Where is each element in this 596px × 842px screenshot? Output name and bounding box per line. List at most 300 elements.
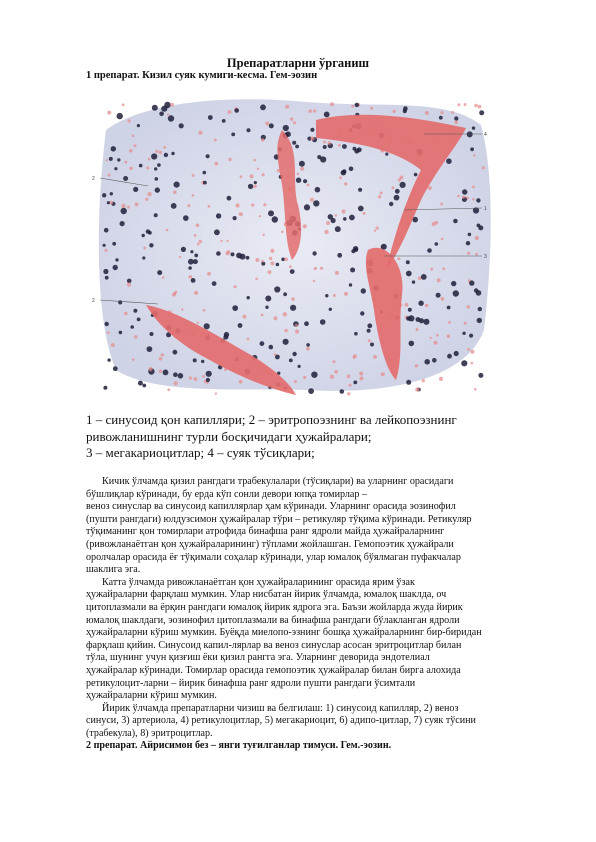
erythrocyte	[214, 139, 217, 142]
cell-nucleus	[353, 381, 357, 385]
cell-nucleus	[479, 110, 484, 115]
figure-label-4: 4	[484, 132, 487, 138]
erythrocyte	[253, 159, 256, 162]
erythrocyte	[134, 144, 137, 147]
erythrocyte	[220, 240, 222, 242]
text-line: шаклига эга.	[86, 564, 141, 576]
erythrocyte	[236, 203, 240, 207]
cell-nucleus	[389, 202, 393, 206]
erythrocyte	[467, 252, 470, 255]
cell-nucleus	[216, 251, 221, 256]
erythrocyte	[167, 114, 169, 116]
cell-nucleus	[354, 149, 359, 154]
erythrocyte	[434, 221, 438, 225]
erythrocyte	[334, 370, 338, 374]
cell-nucleus	[419, 318, 424, 323]
cell-nucleus	[306, 343, 310, 347]
cell-nucleus	[260, 104, 266, 110]
erythrocyte	[303, 224, 307, 228]
cell-nucleus	[313, 200, 319, 206]
cell-nucleus	[214, 229, 220, 235]
erythrocyte	[124, 312, 128, 316]
cell-nucleus	[103, 244, 106, 247]
erythrocyte	[333, 360, 336, 363]
text-line: тўла, шунинг учун қизғиш ёки қизил рангга эга. Уларнинг деворида эндотелиал	[86, 652, 430, 664]
erythrocyte	[415, 364, 418, 367]
cell-nucleus	[340, 389, 345, 394]
erythrocyte	[398, 178, 401, 181]
erythrocyte	[161, 353, 164, 356]
cell-nucleus	[403, 106, 408, 111]
erythrocyte	[111, 343, 115, 347]
cell-nucleus	[406, 380, 411, 385]
cell-nucleus	[370, 343, 374, 347]
erythrocyte	[437, 278, 441, 282]
erythrocyte	[270, 249, 274, 253]
erythrocyte	[306, 347, 310, 351]
cell-nucleus	[454, 351, 459, 356]
erythrocyte	[129, 149, 133, 153]
erythrocyte	[470, 350, 474, 354]
cell-nucleus	[206, 378, 210, 382]
erythrocyte	[247, 338, 250, 341]
erythrocyte	[293, 121, 296, 124]
cell-nucleus	[292, 141, 296, 145]
erythrocyte	[192, 194, 195, 197]
erythrocyte	[159, 357, 163, 361]
erythrocyte	[249, 174, 253, 178]
erythrocyte	[397, 257, 400, 260]
cell-nucleus	[206, 371, 212, 377]
erythrocyte	[335, 214, 338, 217]
erythrocyte	[472, 198, 475, 201]
erythrocyte	[170, 103, 174, 107]
erythrocyte	[415, 387, 419, 391]
erythrocyte	[174, 381, 178, 385]
erythrocyte	[199, 240, 202, 243]
cell-nucleus	[354, 248, 358, 252]
cell-nucleus	[164, 153, 168, 157]
cell-nucleus	[312, 251, 316, 255]
erythrocyte	[464, 103, 467, 106]
cell-nucleus	[188, 266, 192, 270]
cell-nucleus	[168, 115, 174, 121]
erythrocyte	[307, 184, 310, 187]
erythrocyte	[239, 212, 243, 216]
erythrocyte	[442, 267, 445, 270]
cell-nucleus	[181, 247, 186, 252]
erythrocyte	[199, 131, 203, 135]
cell-nucleus	[157, 270, 162, 275]
cell-nucleus	[453, 219, 458, 224]
cell-nucleus	[355, 103, 359, 107]
erythrocyte	[179, 256, 181, 258]
erythrocyte	[284, 257, 288, 261]
histology-figure	[86, 90, 498, 402]
cell-nucleus	[350, 268, 355, 273]
cell-nucleus	[432, 358, 437, 363]
erythrocyte	[295, 329, 299, 333]
cell-nucleus	[414, 173, 418, 177]
cell-nucleus	[137, 124, 140, 127]
caption-line: 3 – мегакариоцитлар; 4 – суяк тўсиқлари;	[86, 445, 315, 460]
cell-nucleus	[117, 158, 120, 161]
cell-nucleus	[408, 308, 412, 312]
cell-nucleus	[436, 293, 441, 298]
erythrocyte	[342, 209, 346, 213]
erythrocyte	[330, 102, 334, 106]
erythrocyte	[281, 231, 284, 234]
cell-nucleus	[272, 216, 278, 222]
cell-nucleus	[466, 241, 470, 245]
erythrocyte	[440, 203, 443, 206]
erythrocyte	[339, 176, 342, 179]
cell-nucleus	[268, 210, 274, 216]
cell-nucleus	[183, 215, 189, 221]
erythrocyte	[475, 236, 479, 240]
cell-nucleus	[133, 309, 137, 313]
erythrocyte	[173, 292, 176, 295]
erythrocyte	[263, 203, 266, 206]
cell-nucleus	[117, 113, 123, 119]
cell-nucleus	[462, 189, 467, 194]
cell-nucleus	[406, 271, 412, 277]
cell-nucleus	[105, 322, 109, 326]
cell-nucleus	[400, 182, 406, 188]
erythrocyte	[311, 137, 315, 141]
preparation-subtitle: 1 препарат. Кизил суяк кумиги-кесма. Гем-эозин	[86, 70, 318, 81]
cell-nucleus	[418, 301, 423, 306]
erythrocyte	[181, 308, 183, 310]
cell-nucleus	[451, 281, 456, 286]
erythrocyte	[425, 304, 429, 308]
erythrocyte	[368, 339, 371, 342]
text-line: ҳужайраларни кўриш мумкин. Буёқда миелопо-эзнинг бошқа ҳужайраларнинг бир-биридан	[86, 627, 482, 639]
cell-nucleus	[107, 201, 110, 204]
erythrocyte	[273, 316, 277, 320]
erythrocyte	[328, 141, 332, 145]
cell-nucleus	[139, 164, 143, 168]
erythrocyte	[121, 204, 125, 208]
erythrocyte	[447, 335, 450, 338]
erythrocyte	[347, 392, 350, 395]
erythrocyte	[457, 103, 460, 106]
cell-nucleus	[208, 115, 213, 120]
cell-nucleus	[113, 265, 118, 270]
cell-nucleus	[323, 145, 327, 149]
erythrocyte	[127, 206, 130, 209]
cell-nucleus	[360, 311, 364, 315]
cell-nucleus	[123, 176, 128, 181]
cell-nucleus	[107, 358, 110, 361]
erythrocyte	[208, 205, 211, 208]
erythrocyte	[475, 253, 478, 256]
erythrocyte	[467, 348, 470, 351]
erythrocyte	[313, 109, 316, 112]
erythrocyte	[285, 105, 289, 109]
cell-nucleus	[178, 373, 184, 379]
erythrocyte	[145, 198, 148, 201]
cell-nucleus	[227, 196, 232, 201]
cell-nucleus	[142, 256, 145, 259]
paragraph	[86, 476, 516, 577]
cell-nucleus	[358, 206, 364, 212]
cell-nucleus	[119, 331, 123, 335]
cell-nucleus	[206, 154, 210, 158]
cell-nucleus	[120, 221, 125, 226]
erythrocyte	[187, 204, 190, 207]
erythrocyte	[436, 334, 439, 337]
cell-nucleus	[179, 123, 184, 128]
body-text	[86, 476, 516, 753]
erythrocyte	[148, 192, 152, 196]
erythrocyte	[393, 110, 396, 113]
erythrocyte	[234, 285, 237, 288]
text-line: (ривожланаётган қон ҳужайраларининг) тўплами жойлашган. Гемопоэтик ҳужайрали	[86, 538, 454, 550]
cell-nucleus	[204, 323, 210, 329]
cell-nucleus	[154, 167, 157, 170]
cell-nucleus	[349, 283, 352, 286]
erythrocyte	[464, 322, 467, 325]
erythrocyte	[297, 173, 300, 176]
erythrocyte	[143, 247, 146, 250]
erythrocyte	[124, 161, 127, 164]
cell-nucleus	[328, 214, 333, 219]
cell-nucleus	[269, 345, 274, 350]
erythrocyte	[257, 168, 259, 170]
cell-nucleus	[246, 256, 250, 260]
erythrocyte	[135, 203, 139, 207]
cell-nucleus	[477, 318, 482, 323]
cell-nucleus	[474, 288, 478, 292]
cell-nucleus	[216, 213, 221, 218]
erythrocyte	[363, 212, 366, 215]
cell-nucleus	[151, 153, 157, 159]
erythrocyte	[214, 162, 218, 166]
erythrocyte	[228, 110, 232, 114]
cell-nucleus	[427, 248, 432, 253]
erythrocyte	[344, 292, 348, 296]
cell-nucleus	[149, 243, 153, 247]
erythrocyte	[192, 174, 195, 177]
erythrocyte	[323, 141, 326, 144]
cell-nucleus	[212, 281, 217, 286]
erythrocyte	[349, 384, 352, 387]
erythrocyte	[173, 190, 177, 194]
erythrocyte	[269, 257, 272, 260]
text-line: (пушти рангдаги) юлдузсимон ҳужайралар тўри – ретикуляр тўқима кўринади. Ретикуляр	[86, 513, 472, 525]
cell-nucleus	[231, 252, 235, 256]
cell-nucleus	[447, 354, 452, 359]
cell-nucleus	[248, 184, 253, 189]
cell-nucleus	[190, 250, 193, 253]
cell-nucleus	[173, 372, 178, 377]
cell-nucleus	[161, 106, 167, 112]
erythrocyte	[104, 249, 107, 252]
erythrocyte	[155, 150, 158, 153]
cell-nucleus	[478, 373, 483, 378]
erythrocyte	[202, 375, 205, 378]
text-line: (трабекула), 8) эритроцитлар.	[86, 727, 213, 739]
paragraph	[86, 703, 516, 741]
cell-nucleus	[133, 187, 138, 192]
cell-nucleus	[409, 341, 415, 347]
cell-nucleus	[265, 306, 268, 309]
cell-nucleus	[447, 306, 451, 310]
erythrocyte	[416, 328, 419, 331]
caption-line: ривожланишнинг турли босқичидаги ҳужайралари;	[86, 428, 372, 444]
erythrocyte	[430, 337, 432, 339]
erythrocyte	[295, 324, 298, 327]
cell-nucleus	[304, 204, 310, 210]
cell-nucleus	[171, 203, 177, 209]
erythrocyte	[300, 167, 304, 171]
erythrocyte	[159, 370, 162, 373]
cell-nucleus	[112, 242, 116, 246]
figure-label-3: 3	[484, 254, 487, 260]
cell-nucleus	[234, 108, 239, 113]
erythrocyte	[262, 173, 265, 176]
cell-nucleus	[289, 359, 293, 363]
erythrocyte	[380, 192, 383, 195]
erythrocyte	[374, 230, 376, 232]
erythrocyte	[134, 335, 138, 339]
cell-nucleus	[103, 269, 108, 274]
erythrocyte	[353, 356, 356, 359]
erythrocyte	[344, 182, 347, 185]
cell-nucleus	[299, 161, 305, 167]
erythrocyte	[448, 321, 451, 324]
erythrocyte	[203, 309, 206, 312]
erythrocyte	[194, 234, 197, 237]
text-line: ретикулоцит-ларни – йирик бинафша ранг ядроли пушти рангдаги ўсимтали	[86, 677, 416, 689]
erythrocyte	[107, 331, 110, 334]
cell-nucleus	[354, 332, 358, 336]
cell-nucleus	[130, 325, 134, 329]
cell-nucleus	[423, 319, 429, 325]
figure-label-2-left: 2	[92, 176, 95, 182]
erythrocyte	[474, 388, 477, 391]
erythrocyte	[462, 196, 465, 199]
cell-nucleus	[240, 254, 246, 260]
cell-nucleus	[104, 228, 109, 233]
cell-nucleus	[163, 370, 169, 376]
cell-nucleus	[147, 346, 153, 352]
erythrocyte	[478, 105, 482, 109]
erythrocyte	[132, 358, 135, 361]
erythrocyte	[335, 271, 339, 275]
paragraph	[86, 577, 516, 703]
erythrocyte	[338, 144, 341, 147]
text-line: тўқиманинг қон томирлари атрофида бинафша ранг ядроли майда ҳужайраларнинг	[86, 526, 445, 538]
cell-nucleus	[114, 167, 117, 170]
cell-nucleus	[446, 158, 452, 164]
cell-nucleus	[311, 372, 317, 378]
cell-nucleus	[224, 332, 229, 337]
erythrocyte	[107, 111, 111, 115]
figure-caption	[86, 412, 516, 462]
erythrocyte	[265, 121, 269, 125]
erythrocyte	[439, 377, 443, 381]
text-line: ҳужайраларни кўриш мумкин.	[86, 690, 217, 702]
erythrocyte	[226, 240, 228, 242]
erythrocyte	[471, 362, 474, 365]
cell-nucleus	[349, 215, 355, 221]
erythrocyte	[215, 392, 217, 394]
erythrocyte	[294, 380, 297, 383]
erythrocyte	[441, 297, 445, 301]
erythrocyte	[467, 305, 470, 308]
erythrocyte	[430, 268, 433, 271]
cell-nucleus	[325, 294, 328, 297]
cell-nucleus	[113, 366, 118, 371]
cell-nucleus	[320, 319, 326, 325]
cell-nucleus	[412, 280, 415, 283]
erythrocyte	[451, 111, 454, 114]
cell-nucleus	[295, 145, 299, 149]
erythrocyte	[253, 185, 256, 188]
erythrocyte	[289, 265, 292, 268]
cell-nucleus	[292, 352, 296, 356]
cell-nucleus	[142, 234, 145, 237]
cell-nucleus	[439, 116, 443, 120]
erythrocyte	[108, 174, 111, 177]
erythrocyte	[251, 204, 254, 207]
erythrocyte	[326, 221, 330, 225]
text-line: Кичик ўлчамда қизил рангдаги трабекулалари (тўсиқлари) ва уларнинг орасидаги	[102, 476, 454, 487]
cell-nucleus	[283, 339, 289, 345]
cell-nucleus	[269, 123, 274, 128]
cell-nucleus	[467, 131, 473, 137]
cell-nucleus	[296, 178, 301, 183]
text-line: бўшлиқлар кўринади, бу ерда кўп сонли девори юпқа томирлар –	[86, 488, 368, 500]
erythrocyte	[255, 258, 259, 262]
cell-nucleus	[110, 192, 113, 195]
erythrocyte	[132, 135, 135, 138]
cell-nucleus	[238, 323, 243, 328]
erythrocyte	[259, 215, 261, 217]
erythrocyte	[370, 107, 373, 110]
text-line: фарқлаш қийин. Синусоид капил-лярлар ва веноз синуслар асосан эритроцитлар билан	[86, 639, 462, 651]
cell-nucleus	[367, 323, 372, 328]
cell-nucleus	[155, 187, 160, 192]
cell-nucleus	[201, 360, 204, 363]
cell-nucleus	[406, 260, 410, 264]
caption-line: 1 – синусоид қон капилляри; 2 – эритропоэзнинг ва лейкопоэзнинг	[86, 412, 457, 427]
cell-nucleus	[367, 329, 371, 333]
cell-nucleus	[203, 181, 207, 185]
erythrocyte	[148, 158, 151, 161]
cell-nucleus	[476, 198, 480, 202]
cell-nucleus	[421, 274, 427, 280]
erythrocyte	[242, 315, 246, 319]
text-line: ҳужайралар кўринади. Томирлар орасида гемопоэтик ҳужайралар билан бирга алохида	[86, 664, 461, 676]
erythrocyte	[454, 120, 458, 124]
cell-nucleus	[453, 290, 459, 296]
erythrocyte	[434, 341, 438, 345]
erythrocyte	[261, 314, 264, 317]
erythrocyte	[290, 117, 293, 120]
erythrocyte	[270, 261, 274, 265]
cell-nucleus	[342, 144, 347, 149]
erythrocyte	[122, 103, 125, 106]
cell-nucleus	[193, 358, 197, 362]
erythrocyte	[163, 146, 166, 149]
erythrocyte	[359, 372, 363, 376]
cell-nucleus	[469, 280, 474, 285]
erythrocyte	[129, 167, 132, 170]
erythrocyte	[391, 186, 394, 189]
